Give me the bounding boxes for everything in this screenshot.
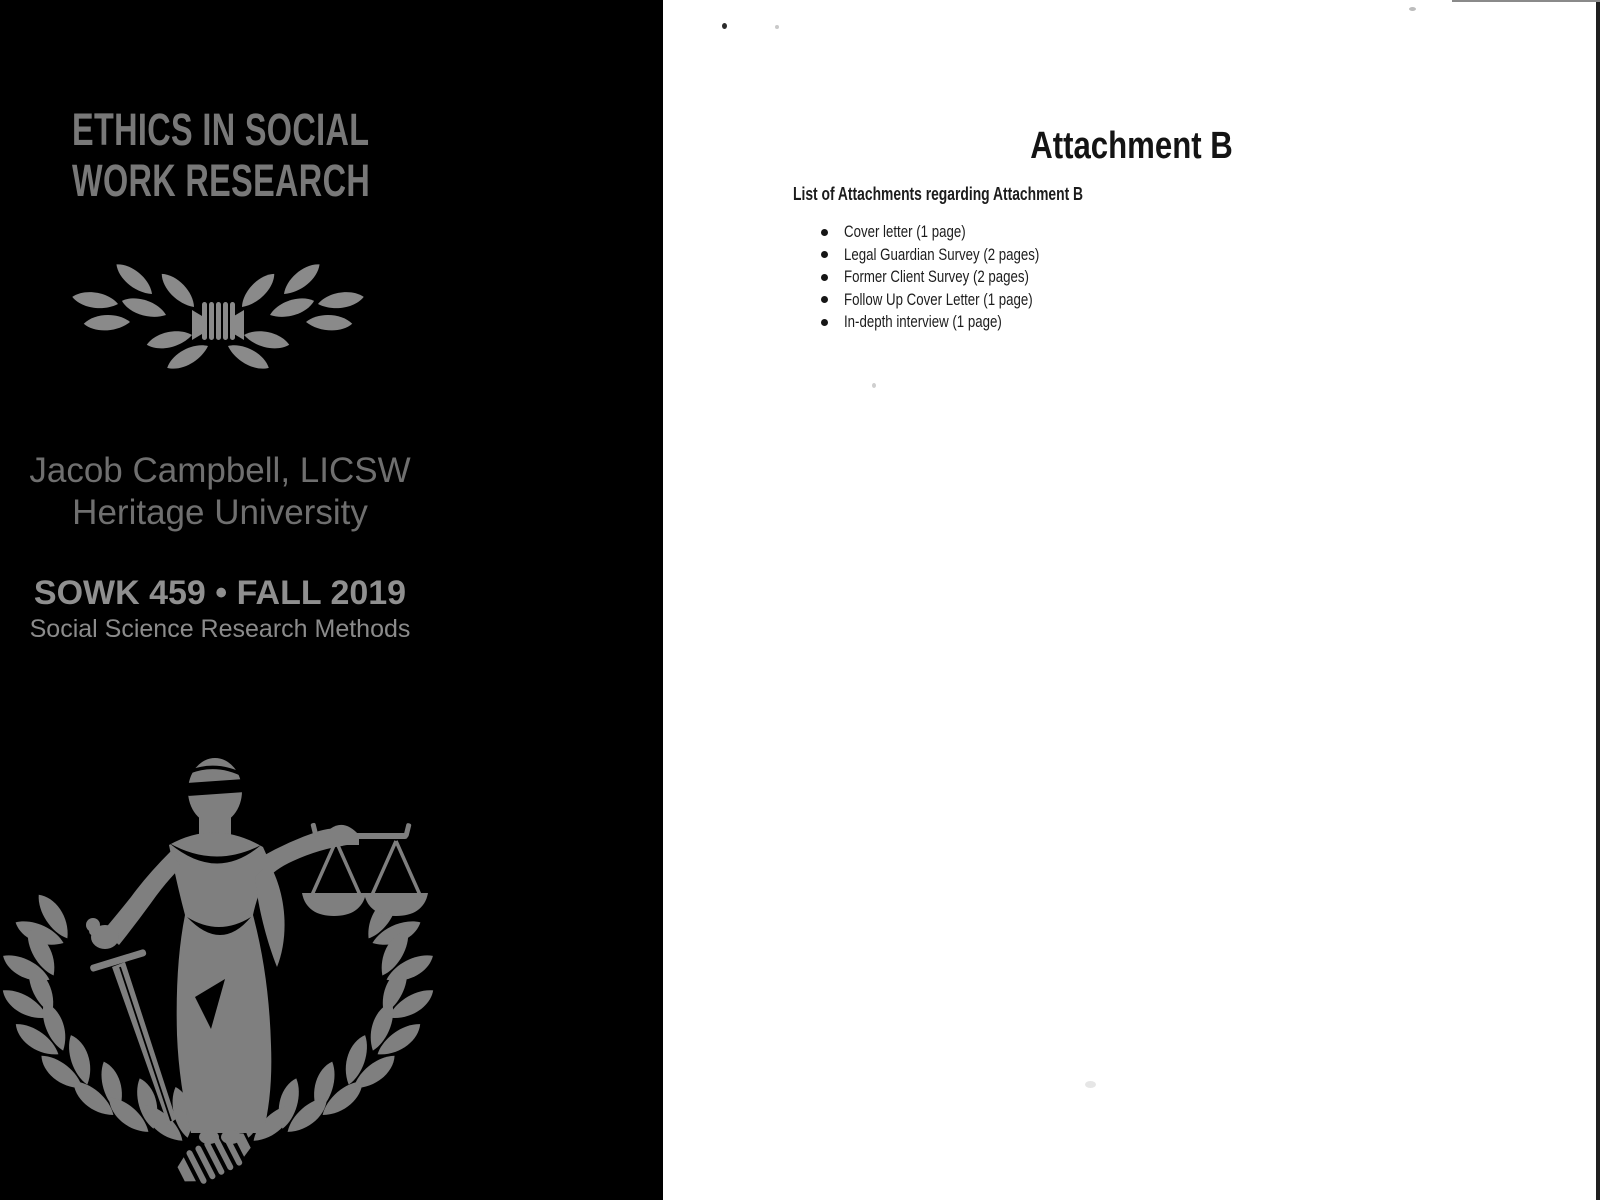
scan-speck bbox=[722, 23, 727, 29]
author-block bbox=[0, 450, 440, 534]
attachment-list bbox=[815, 221, 1094, 334]
scan-speck bbox=[775, 25, 779, 29]
list-item-label: In-depth interview (1 page) bbox=[844, 312, 1002, 331]
bullet-icon bbox=[821, 296, 828, 303]
presentation-title bbox=[72, 104, 370, 206]
list-item-label: Former Client Survey (2 pages) bbox=[844, 267, 1029, 286]
course-code: SOWK 459 • FALL 2019 bbox=[33, 574, 407, 612]
author-affiliation: Heritage University bbox=[72, 493, 368, 532]
scales-of-justice-icon bbox=[302, 822, 428, 916]
list-item bbox=[815, 266, 1094, 289]
lady-justice-icon bbox=[18, 745, 420, 1182]
scan-speck bbox=[1409, 7, 1416, 11]
list-item-label: Follow Up Cover Letter (1 page) bbox=[844, 289, 1033, 309]
bullet-icon bbox=[821, 319, 828, 326]
scan-speck bbox=[872, 383, 876, 388]
bullet-icon bbox=[821, 251, 828, 258]
list-item bbox=[815, 244, 1094, 267]
list-item-label: Cover letter (1 page) bbox=[844, 222, 966, 241]
justice-figure bbox=[86, 758, 428, 1144]
course-block bbox=[0, 572, 440, 644]
title-line-1: ETHICS IN SOCIAL bbox=[72, 104, 370, 155]
list-heading: List of Attachments regarding Attachment B bbox=[793, 184, 1084, 204]
laurel-divider-icon bbox=[88, 260, 348, 360]
bullet-icon bbox=[821, 274, 828, 281]
attachment-page bbox=[663, 0, 1600, 1200]
list-item bbox=[815, 221, 1094, 244]
list-item-label: Legal Guardian Survey (2 pages) bbox=[844, 244, 1040, 264]
list-item bbox=[815, 311, 1094, 334]
bullet-icon bbox=[821, 229, 828, 236]
author-name: Jacob Campbell, LICSW bbox=[29, 451, 411, 490]
page-title: Attachment B bbox=[1030, 125, 1233, 167]
title-panel bbox=[0, 0, 663, 1200]
scan-speck bbox=[1085, 1081, 1096, 1088]
course-name: Social Science Research Methods bbox=[29, 615, 411, 643]
list-item bbox=[815, 289, 1094, 312]
scan-edge-artifact bbox=[1452, 0, 1600, 2]
title-line-2: WORK RESEARCH bbox=[72, 155, 371, 206]
scan-edge-artifact bbox=[1596, 0, 1600, 1200]
